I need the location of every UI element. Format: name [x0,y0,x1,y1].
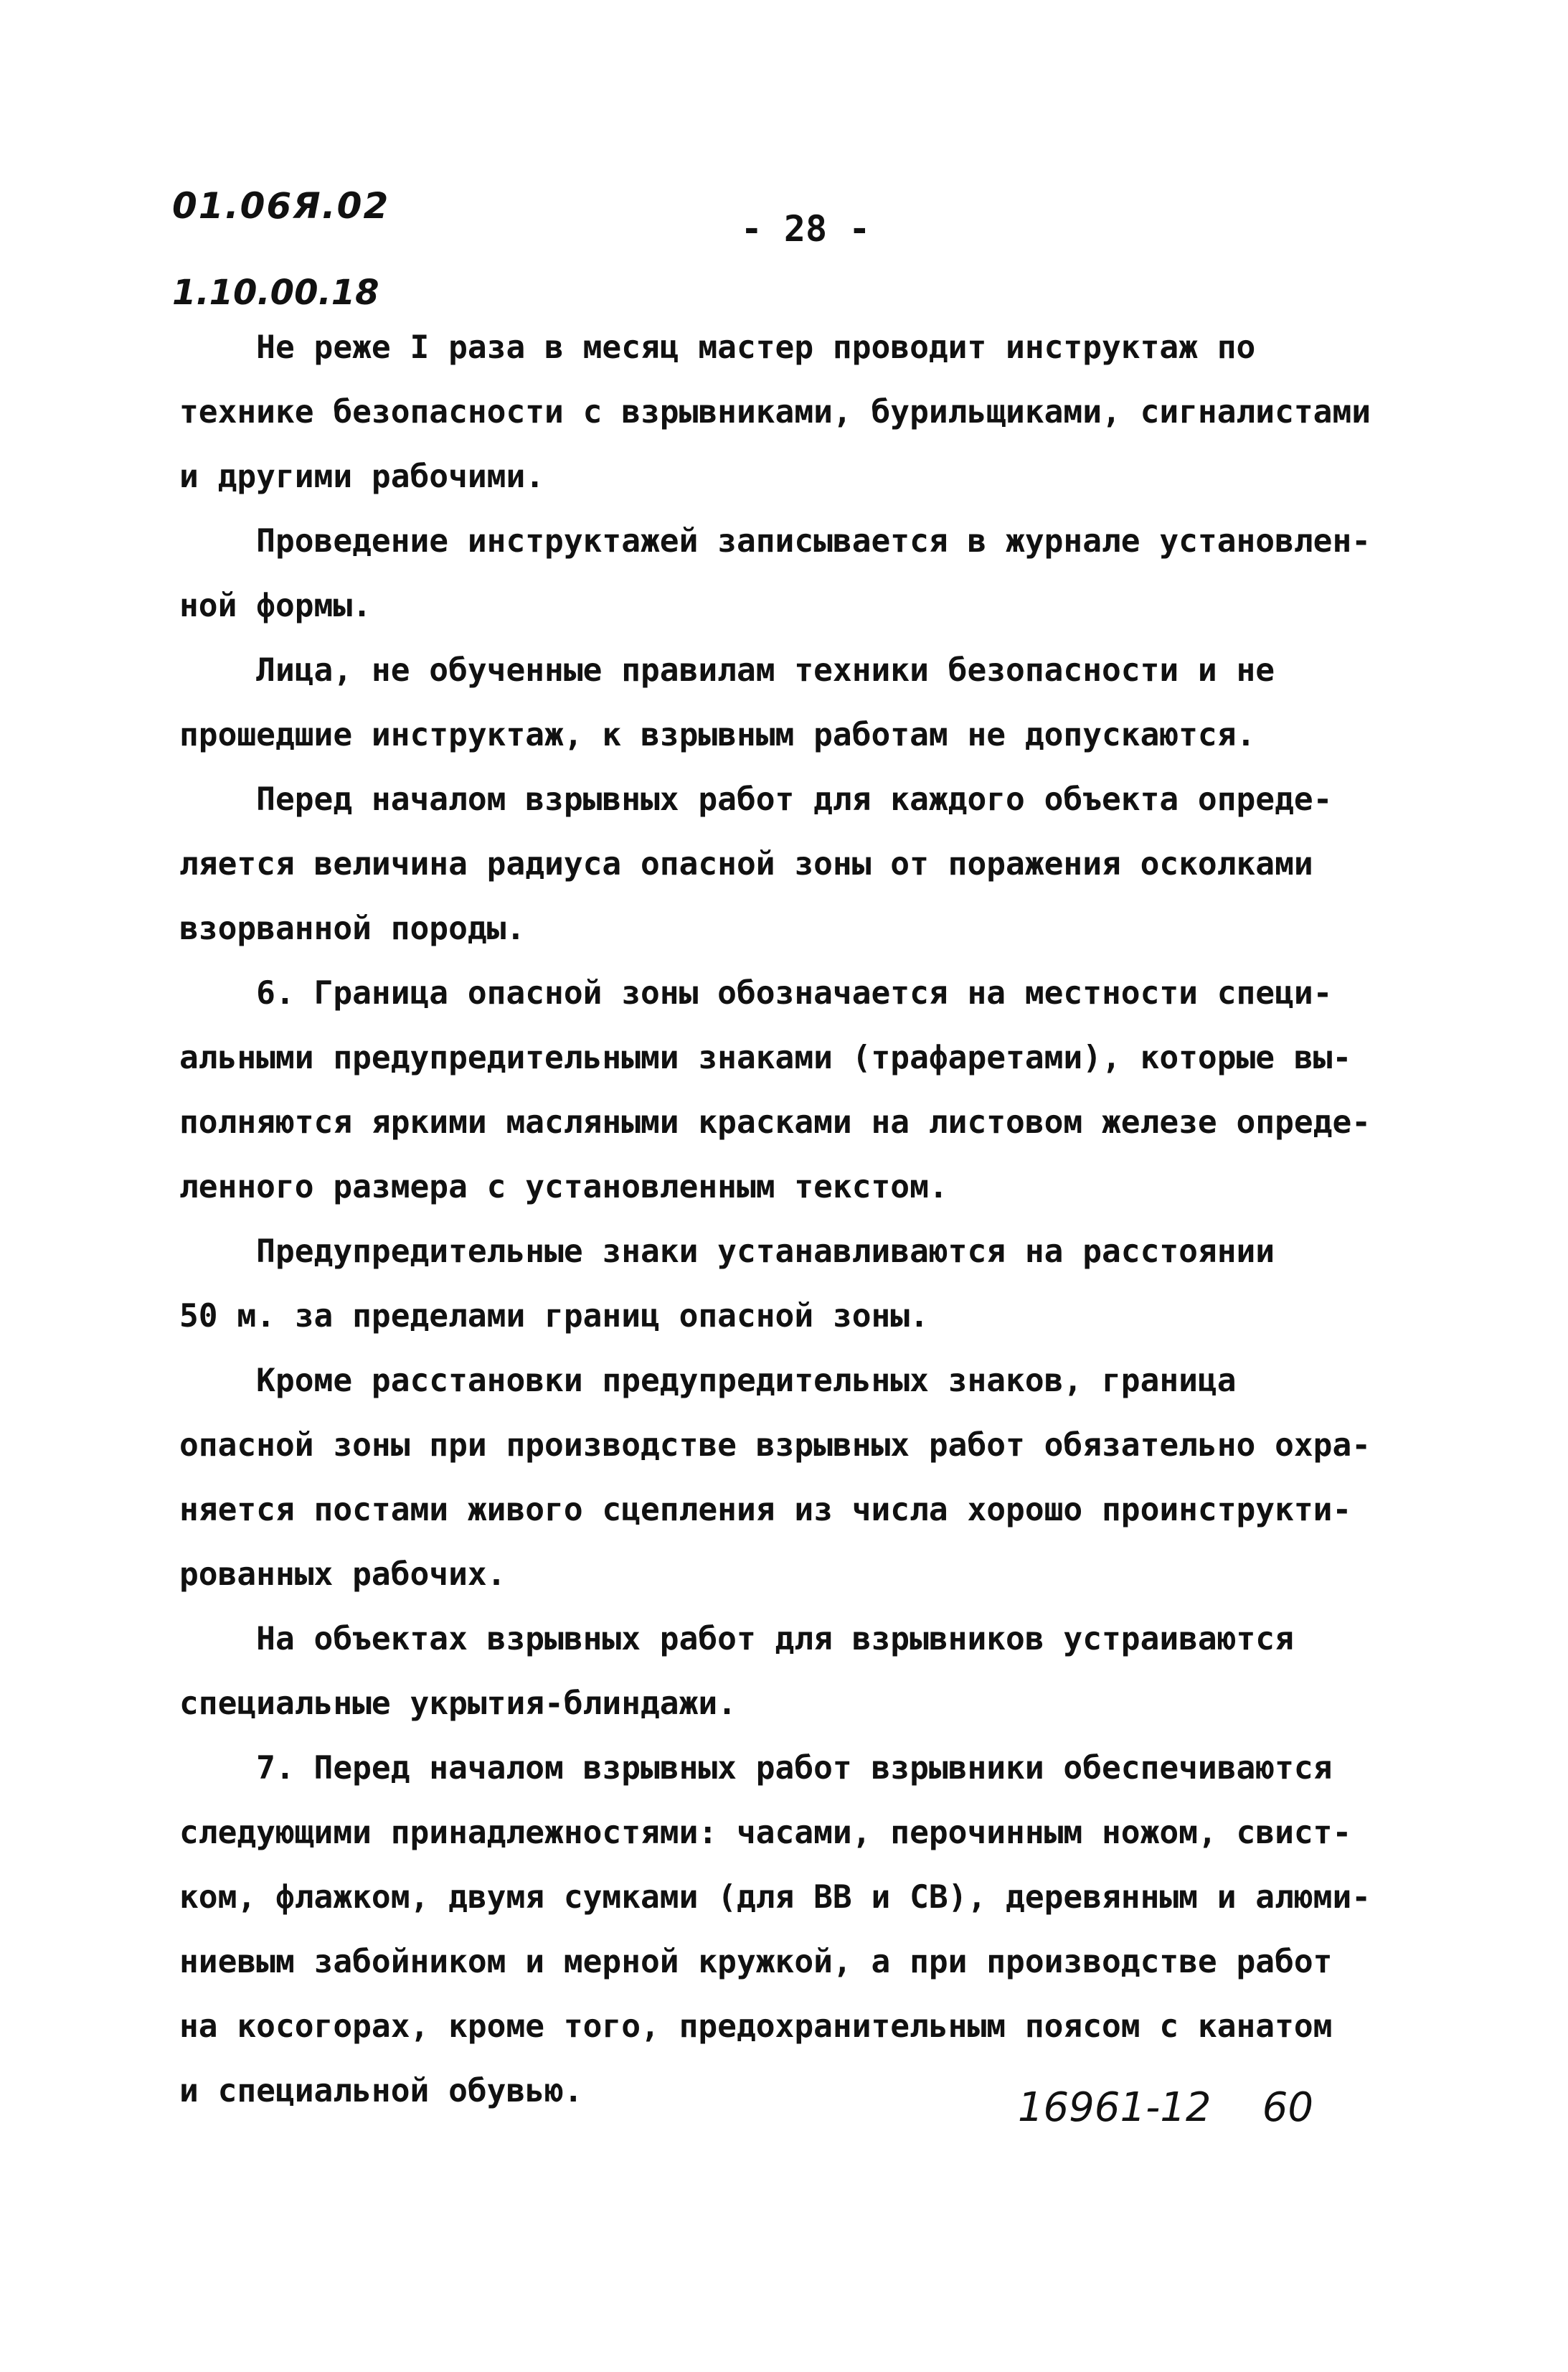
text-line: ляется величина радиуса опасной зоны от поражения осколками [179,846,1313,883]
text-line: специальные укрытия-блиндажи. [179,1685,737,1722]
text-line: 50 м. за пределами границ опасной зоны. [179,1298,929,1335]
text-line: прошедшие инструктаж, к взрывным работам не допускаются. [179,717,1256,753]
text-line: и другими рабочими. [179,458,545,495]
text-line: полняются яркими масляными красками на листовом железе опреде- [179,1104,1371,1141]
text-line: Проведение инструктажей записывается в журнале установлен- [179,523,1371,560]
document-code: 01.06Я.02 [172,185,390,227]
body-text [179,316,1427,2124]
text-line: няется постами живого сцепления из числа хорошо проинструкти- [179,1492,1352,1528]
text-line: опасной зоны при производстве взрывных работ обязательно охра- [179,1427,1371,1464]
text-line: Лица, не обученные правилам техники безопасности и не [179,652,1275,689]
text-line: ниевым забойником и мерной кружкой, а при производстве работ [179,1944,1333,1980]
text-line: Предупредительные знаки устанавливаются на расстоянии [179,1233,1275,1270]
text-line: ком, флажком, двумя сумками (для ВВ и СВ), деревянным и алюми- [179,1879,1371,1916]
text-line: ной формы. [179,588,372,624]
text-line: следующими принадлежностями: часами, перочинным ножом, свист- [179,1815,1352,1851]
text-line: взорванной породы. [179,910,526,947]
text-line: Кроме расстановки предупредительных знаков, граница [179,1363,1237,1399]
text-line: технике безопасности с взрывниками, бурильщиками, сигналистами [179,394,1371,430]
text-line: Перед началом взрывных работ для каждого объекта опреде- [179,781,1333,818]
text-line: рованных рабочих. [179,1556,506,1593]
page-number: - 28 - [740,208,871,250]
text-line: Не реже I раза в месяц мастер проводит инструктаж по [179,329,1256,366]
text-line: ленного размера с установленным текстом. [179,1169,948,1205]
text-line: альными предупредительными знаками (трафаретами), которые вы- [179,1040,1352,1076]
text-line: 6. Граница опасной зоны обозначается на местности специ- [179,975,1333,1012]
text-line: 7. Перед началом взрывных работ взрывники обеспечиваются [179,1750,1333,1787]
archive-stamp: 16961-12 60 [1017,2084,1313,2131]
text-line: На объектах взрывных работ для взрывников устраиваются [179,1621,1294,1657]
text-line: на косогорах, кроме того, предохранительным поясом с канатом [179,2008,1333,2045]
document-date: 1.10.00.18 [172,273,379,313]
text-line: и специальной обувью. [179,2073,583,2109]
